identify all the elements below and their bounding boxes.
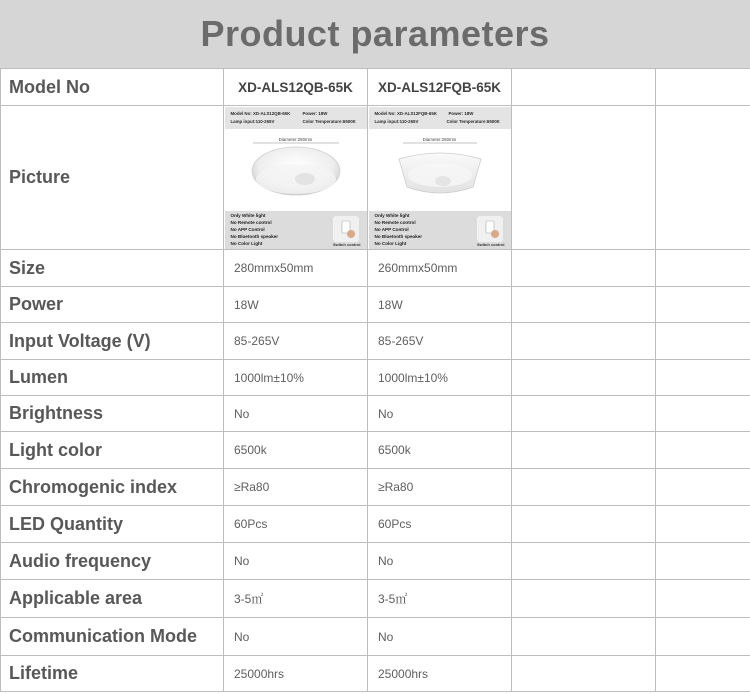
row-label: Size — [1, 250, 224, 287]
value-cell: 1000lm±10% — [368, 360, 512, 396]
value-cell: 60Pcs — [224, 506, 368, 543]
spec-power: Power: 18W — [302, 110, 328, 116]
value-cell: 260mmx50mm — [368, 250, 512, 287]
table-row — [1, 360, 750, 396]
row-label: LED Quantity — [1, 506, 224, 543]
empty-cell — [656, 360, 750, 396]
model-name: XD-ALS12FQB-65K — [368, 69, 512, 106]
value-cell: 3-5㎡ — [224, 580, 368, 618]
value-cell: 280mmx50mm — [224, 250, 368, 287]
feature-item: No Remote control — [374, 219, 416, 225]
table-row — [1, 250, 750, 287]
feature-item: No Bluetooth speaker — [374, 233, 422, 239]
product-image — [225, 107, 367, 249]
empty-cell — [656, 323, 750, 360]
title-bar — [0, 0, 750, 68]
empty-cell — [656, 580, 750, 618]
spec-power: Power: 18W — [448, 110, 474, 116]
table-row — [1, 432, 750, 469]
row-label: Lumen — [1, 360, 224, 396]
value-cell: 1000lm±10% — [224, 360, 368, 396]
table-row — [1, 656, 750, 692]
picture-cell — [224, 106, 368, 250]
value-cell: ≥Ra80 — [224, 469, 368, 506]
value-cell: 18W — [368, 287, 512, 323]
picture-cell — [368, 106, 512, 250]
switch-icon — [477, 216, 503, 242]
feature-item: Only White light — [374, 212, 410, 218]
diameter-label: Diameter:280mm — [278, 136, 313, 142]
table-row — [1, 618, 750, 656]
model-name: XD-ALS12QB-65K — [224, 69, 368, 106]
value-cell: No — [224, 618, 368, 656]
row-label: Lifetime — [1, 656, 224, 692]
empty-cell — [512, 360, 656, 396]
spec-temp: Color Temperature:6500K — [446, 118, 500, 124]
empty-cell — [656, 506, 750, 543]
empty-cell — [512, 323, 656, 360]
empty-cell — [512, 580, 656, 618]
empty-cell — [656, 250, 750, 287]
empty-cell — [656, 69, 750, 106]
value-cell: 6500k — [368, 432, 512, 469]
table-row — [1, 323, 750, 360]
row-label: Audio frequency — [1, 543, 224, 580]
table-row — [1, 580, 750, 618]
empty-cell — [512, 618, 656, 656]
empty-cell — [656, 432, 750, 469]
switch-label: Switch control — [476, 241, 505, 247]
value-cell: 85-265V — [224, 323, 368, 360]
switch-label: Switch control — [332, 241, 361, 247]
row-label: Input Voltage (V) — [1, 323, 224, 360]
empty-cell — [656, 469, 750, 506]
parameters-table — [0, 68, 750, 692]
empty-cell — [656, 543, 750, 580]
empty-cell — [512, 287, 656, 323]
value-cell: 60Pcs — [368, 506, 512, 543]
value-cell: No — [368, 396, 512, 432]
table-row — [1, 506, 750, 543]
row-label: Model No — [1, 69, 224, 106]
diameter-label: Diameter:260mm — [422, 136, 457, 142]
row-label: Applicable area — [1, 580, 224, 618]
feature-item: No APP Control — [230, 226, 265, 232]
value-cell: 25000hrs — [368, 656, 512, 692]
table-row — [1, 287, 750, 323]
value-cell: 6500k — [224, 432, 368, 469]
empty-cell — [656, 106, 750, 250]
spec-lamp: Lamp input:110-265V — [230, 118, 275, 124]
value-cell: 85-265V — [368, 323, 512, 360]
model-row — [1, 69, 750, 106]
empty-cell — [512, 396, 656, 432]
spec-model: Model No: XD-ALS12QB-65K — [230, 110, 291, 116]
empty-cell — [512, 506, 656, 543]
feature-item: No Bluetooth speaker — [230, 233, 278, 239]
empty-cell — [512, 69, 656, 106]
value-cell: 3-5㎡ — [368, 580, 512, 618]
row-label: Chromogenic index — [1, 469, 224, 506]
spec-temp: Color Temperature:6500K — [302, 118, 356, 124]
table-row — [1, 543, 750, 580]
page-title: Product parameters — [200, 13, 550, 54]
empty-cell — [512, 543, 656, 580]
product-image — [369, 107, 511, 249]
feature-item: No Remote control — [230, 219, 272, 225]
spec-lamp: Lamp input:110-265V — [374, 118, 419, 124]
feature-item: No Color Light — [374, 240, 407, 246]
row-label: Communication Mode — [1, 618, 224, 656]
feature-item: Only White light — [230, 212, 266, 218]
switch-icon — [333, 216, 359, 242]
feature-item: No APP Control — [374, 226, 409, 232]
feature-item: No Color Light — [230, 240, 263, 246]
value-cell: ≥Ra80 — [368, 469, 512, 506]
spec-model: Model No: XD-ALS12FQB-65K — [374, 110, 437, 116]
value-cell: No — [224, 543, 368, 580]
empty-cell — [656, 287, 750, 323]
picture-row — [1, 106, 750, 250]
value-cell: No — [368, 618, 512, 656]
row-label: Light color — [1, 432, 224, 469]
empty-cell — [512, 106, 656, 250]
empty-cell — [512, 656, 656, 692]
value-cell: No — [224, 396, 368, 432]
value-cell: 25000hrs — [224, 656, 368, 692]
table-row — [1, 469, 750, 506]
empty-cell — [512, 432, 656, 469]
row-label: Brightness — [1, 396, 224, 432]
value-cell: No — [368, 543, 512, 580]
empty-cell — [512, 250, 656, 287]
value-cell: 18W — [224, 287, 368, 323]
empty-cell — [656, 618, 750, 656]
empty-cell — [512, 469, 656, 506]
table-row — [1, 396, 750, 432]
row-label: Picture — [1, 106, 224, 250]
row-label: Power — [1, 287, 224, 323]
empty-cell — [656, 656, 750, 692]
empty-cell — [656, 396, 750, 432]
